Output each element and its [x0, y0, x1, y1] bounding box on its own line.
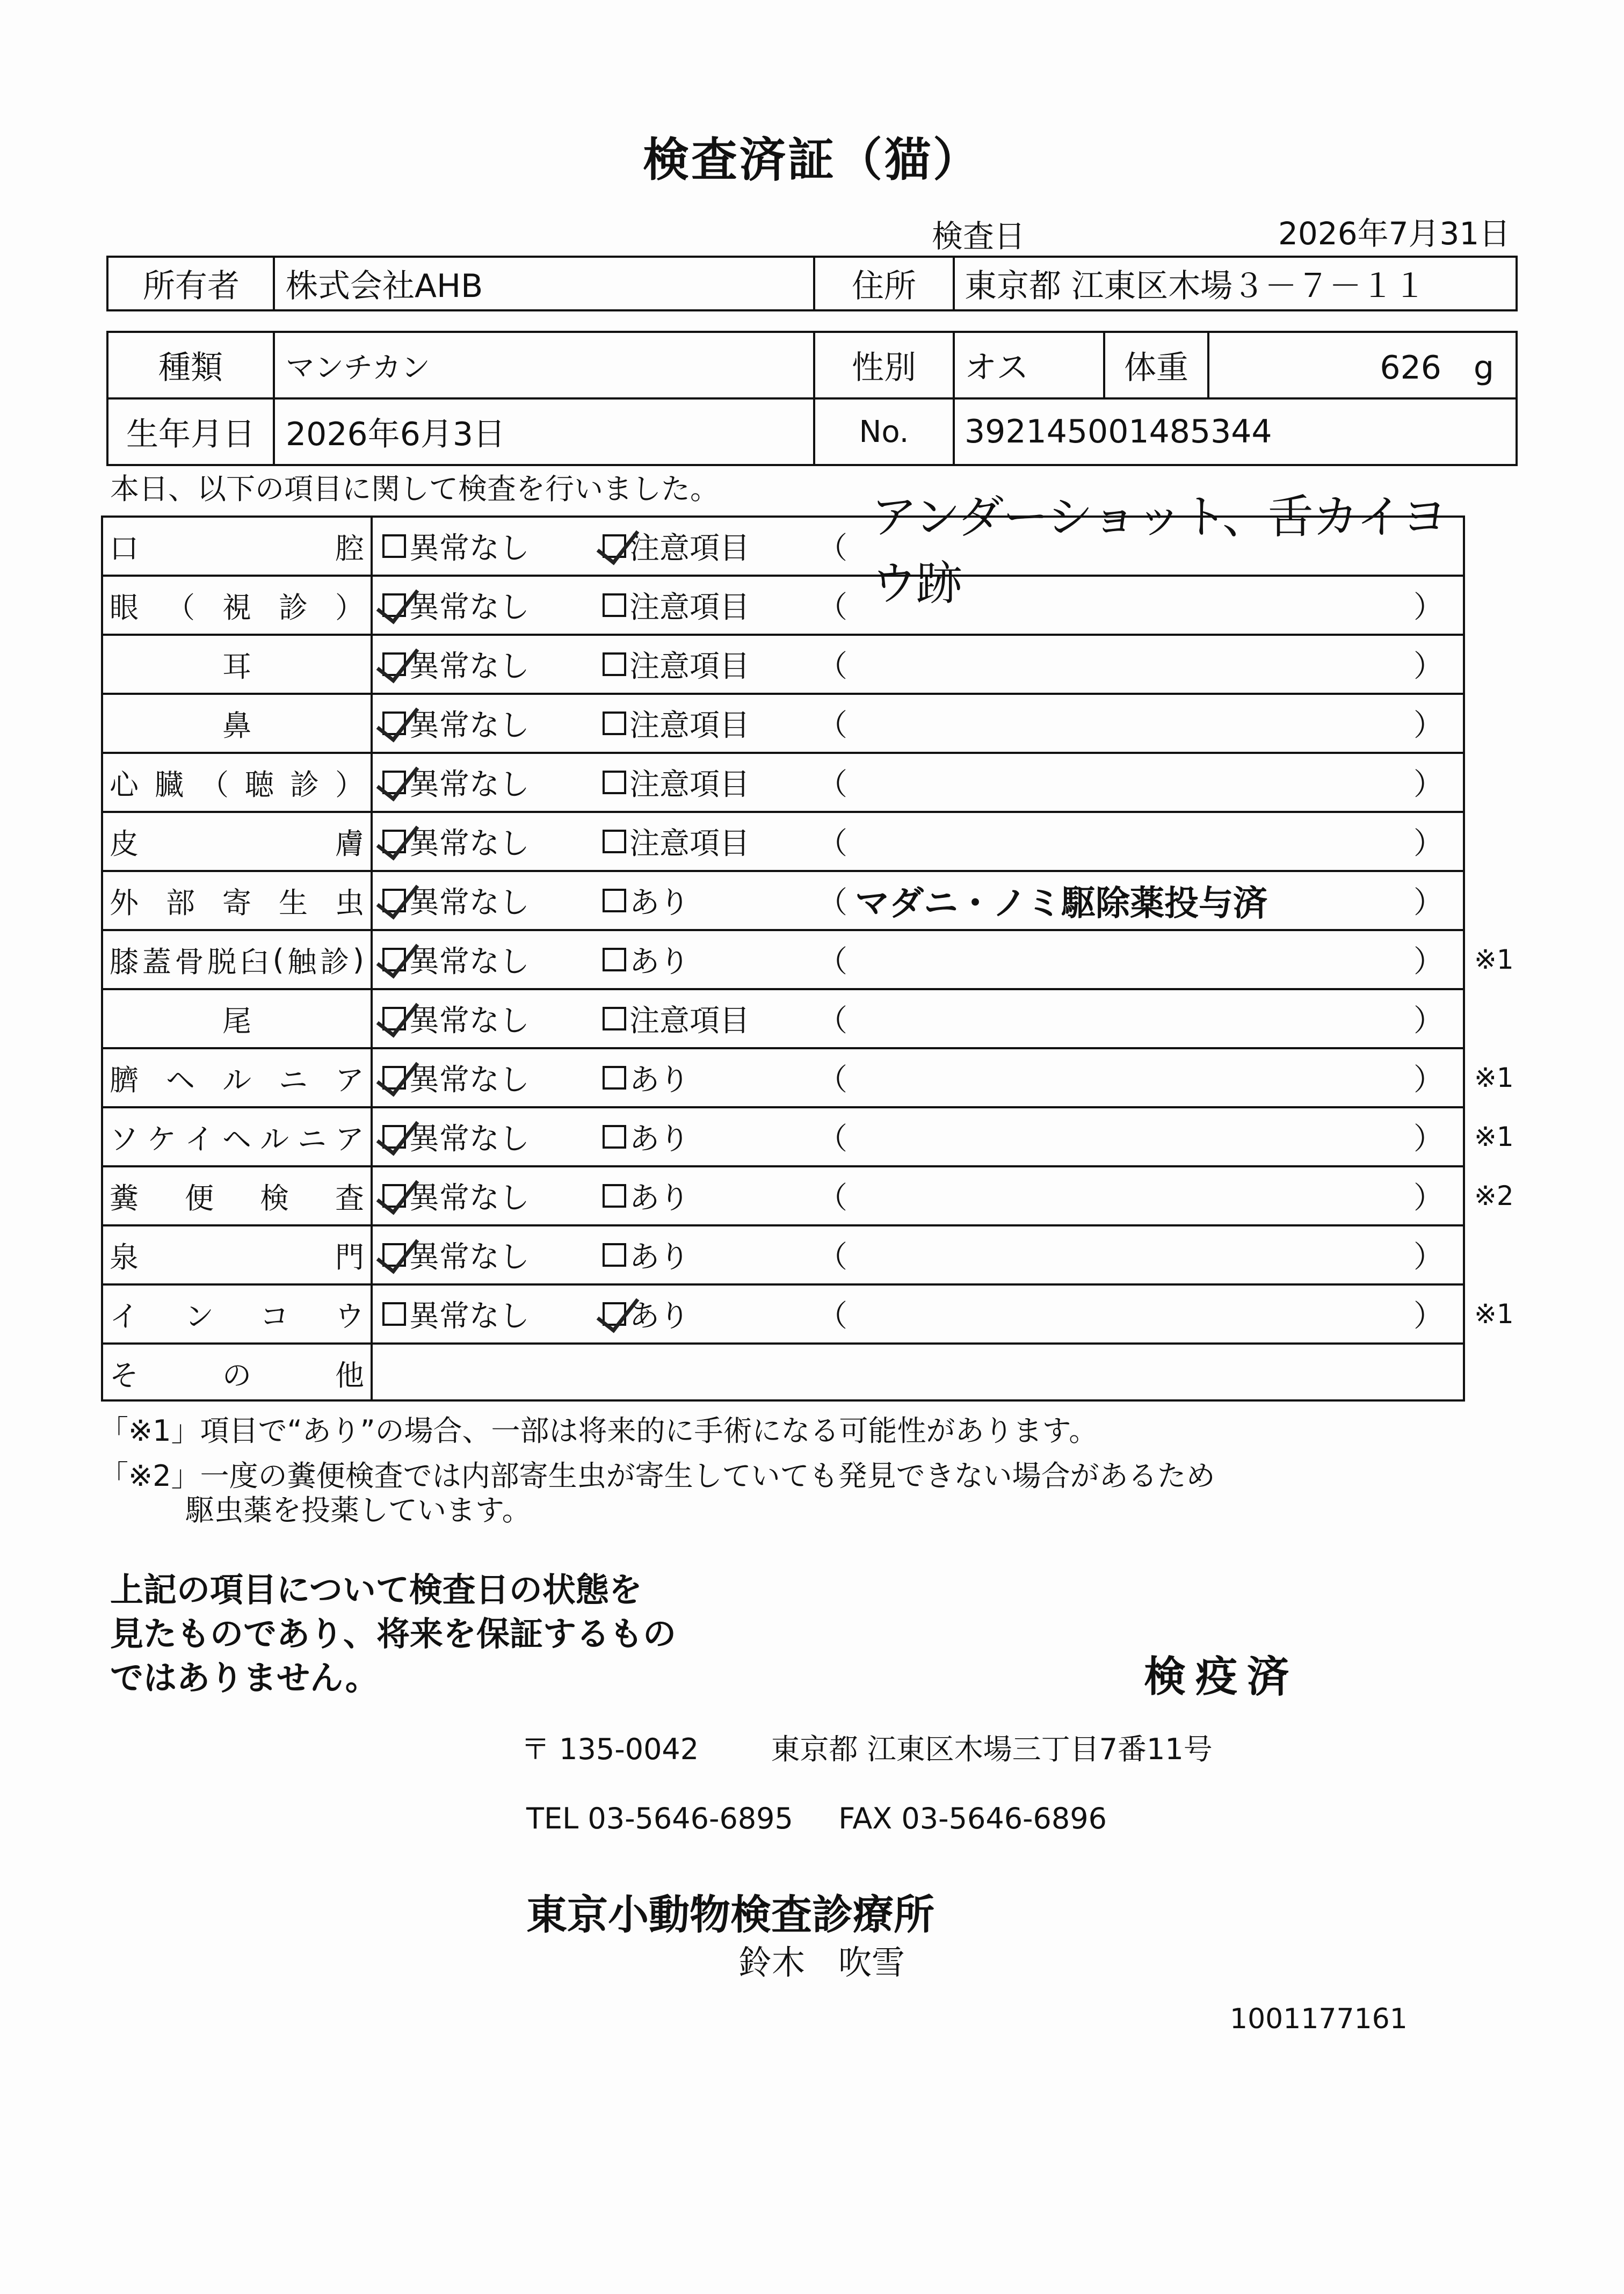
close-paren: ）	[1413, 649, 1444, 684]
remark-mark: ※1	[1474, 1121, 1514, 1152]
row-label-char: (	[272, 942, 284, 977]
row-label-char: 部	[166, 885, 195, 920]
option-label: 異常なし	[409, 1299, 530, 1334]
open-paren: （	[817, 1181, 847, 1216]
option-normal[interactable]	[382, 1049, 530, 1106]
option-normal[interactable]	[382, 518, 530, 575]
row-label-char: 触	[287, 945, 317, 979]
option-attention[interactable]	[603, 872, 690, 929]
option-label: 異常なし	[409, 826, 530, 861]
row-label-char: ア	[335, 1122, 364, 1156]
close-paren: ）	[1413, 1122, 1444, 1157]
open-paren: （	[817, 531, 847, 566]
table-row	[103, 990, 1463, 1049]
intro-text: 本日、以下の項目に関して検査を行いました。	[110, 472, 719, 506]
row-label-char: 眼	[110, 590, 139, 625]
checkbox-checked-icon[interactable]	[382, 1125, 406, 1149]
row-label-char: 外	[110, 885, 139, 920]
footnote-2-line1: 「※2」一度の糞便検査では内部寄生虫が寄生していても発見できない場合があるため	[99, 1459, 1215, 1493]
row-label-char: 門	[335, 1240, 364, 1274]
option-normal[interactable]	[382, 1226, 530, 1283]
row-label-char: ン	[185, 1299, 214, 1333]
row-label-char: 臍	[110, 1063, 139, 1097]
row-label	[103, 518, 373, 575]
option-attention[interactable]	[603, 518, 750, 575]
owner-label: 所有者	[143, 267, 240, 305]
option-label: あり	[629, 1181, 690, 1216]
option-label: あり	[629, 1299, 690, 1334]
row-label-char: 他	[335, 1358, 364, 1392]
row-label-char: ル	[222, 1063, 251, 1097]
row-label	[103, 1226, 373, 1283]
row-label	[103, 1286, 373, 1342]
remark-mark: ※1	[1474, 1062, 1514, 1093]
checkbox-empty-icon[interactable]	[603, 1125, 626, 1149]
row-label-char: 検	[260, 1181, 289, 1215]
checkbox-checked-icon[interactable]	[603, 1302, 626, 1326]
address-label: 住所	[852, 267, 916, 305]
row-label-char: 生	[279, 885, 308, 920]
birth-label: 生年月日	[126, 416, 255, 453]
open-paren: （	[817, 1299, 847, 1334]
close-paren: ）	[1413, 1181, 1444, 1216]
option-normal[interactable]	[382, 813, 530, 870]
clinic-street: 東京都 江東区木場三丁目7番11号	[771, 1732, 1213, 1766]
weight-label: 体重	[1124, 349, 1188, 387]
checkbox-empty-icon[interactable]	[603, 1243, 626, 1267]
row-label-char: 聴	[245, 767, 274, 802]
table-row	[103, 695, 1463, 754]
row-label-char: 蓋	[142, 945, 171, 979]
option-attention[interactable]	[603, 1226, 690, 1283]
row-label-char: 脱	[207, 945, 237, 979]
checkbox-empty-icon[interactable]	[603, 1184, 626, 1208]
option-normal[interactable]	[382, 577, 530, 634]
row-label	[103, 1108, 373, 1165]
pet-box	[106, 331, 1518, 466]
option-normal[interactable]	[382, 1286, 530, 1342]
option-attention[interactable]	[603, 813, 750, 870]
open-paren: （	[817, 1122, 847, 1157]
row-label-char: ）	[335, 590, 364, 625]
option-label: 異常なし	[409, 1122, 530, 1157]
option-label: あり	[629, 945, 690, 979]
option-label: 異常なし	[409, 1063, 530, 1098]
row-label-char: （	[200, 767, 229, 802]
row-label-char: イ	[185, 1122, 214, 1156]
option-attention[interactable]	[603, 990, 750, 1047]
close-paren: ）	[1413, 1299, 1444, 1334]
row-label-char: ケ	[147, 1122, 176, 1156]
option-attention[interactable]	[603, 577, 750, 634]
option-label: 注意項目	[629, 590, 750, 625]
row-label-char: 寄	[222, 885, 251, 920]
row-label-char: ソ	[110, 1122, 139, 1156]
no-value: 392145001485344	[965, 413, 1272, 451]
row-label-char: コ	[260, 1299, 289, 1333]
row-label-char: 骨	[175, 945, 204, 979]
close-paren: ）	[1413, 945, 1444, 979]
option-label: 注意項目	[629, 649, 750, 684]
table-row	[103, 754, 1463, 813]
checkbox-checked-icon[interactable]	[382, 593, 406, 617]
disclaimer-line1: 上記の項目について検査日の状態を	[110, 1570, 642, 1609]
row-label	[103, 1167, 373, 1224]
option-normal[interactable]	[382, 1167, 530, 1224]
remark-text: アンダーショット、舌カイヨウ跡	[871, 490, 1447, 611]
row-label-char: 診	[320, 945, 350, 979]
option-label: あり	[629, 1240, 690, 1275]
table-row	[103, 490, 1463, 611]
exam-date: 2026年7月31日	[1278, 215, 1511, 252]
address-value: 東京都 江東区木場３－７－１１	[965, 267, 1426, 305]
weight-value: 626 g	[1380, 349, 1494, 387]
option-normal[interactable]	[382, 695, 530, 752]
document-title: 検査済証（猫）	[643, 133, 981, 187]
row-label	[103, 1049, 373, 1106]
table-row	[103, 872, 1463, 931]
row-label-text: 鼻	[222, 708, 251, 743]
row-label-char: 膚	[335, 826, 364, 861]
row-label-char: 腔	[335, 531, 364, 565]
clinic-name: 東京小動物検査診療所	[526, 1891, 934, 1939]
table-row	[103, 813, 1463, 872]
option-normal[interactable]	[382, 931, 530, 988]
row-label-char: 臼	[240, 945, 269, 979]
close-paren: ）	[1413, 885, 1444, 920]
row-label-text: 耳	[222, 649, 251, 684]
row-label	[103, 695, 373, 752]
option-attention[interactable]	[603, 636, 750, 693]
breed-value: マンチカン	[286, 350, 430, 384]
option-label: 注意項目	[629, 767, 750, 802]
open-paren: （	[817, 708, 847, 743]
row-label-char: 口	[110, 531, 139, 565]
table-row	[103, 636, 1463, 695]
row-label-char: 視	[222, 590, 251, 625]
checkbox-empty-icon[interactable]	[382, 534, 406, 558]
clinic-contact	[526, 1802, 1107, 1835]
disclaimer	[110, 1568, 676, 1700]
row-label-char: 臓	[155, 767, 184, 802]
row-label-char: 皮	[110, 826, 139, 861]
checkbox-empty-icon[interactable]	[603, 1007, 626, 1030]
option-label: 異常なし	[409, 649, 530, 684]
row-label-char: 心	[110, 767, 139, 802]
row-label-char: 診	[279, 590, 308, 625]
row-label-char: の	[222, 1358, 251, 1392]
option-normal[interactable]	[382, 754, 530, 811]
option-attention[interactable]	[603, 754, 750, 811]
open-paren: （	[817, 1004, 847, 1039]
option-normal[interactable]	[382, 636, 530, 693]
clinic-postal: 〒 135-0042	[521, 1732, 699, 1766]
option-attention[interactable]	[603, 1286, 690, 1342]
row-label-char: ル	[260, 1122, 289, 1156]
row-label-char: 査	[335, 1181, 364, 1215]
option-label: 異常なし	[409, 708, 530, 743]
owner-box	[106, 256, 1518, 311]
row-label-char: ア	[335, 1063, 364, 1097]
close-paren: ）	[1413, 708, 1444, 743]
row-label-char: ヘ	[166, 1063, 195, 1097]
row-label-char: 糞	[110, 1181, 139, 1215]
option-label: 注意項目	[629, 708, 750, 743]
option-label: 異常なし	[409, 531, 530, 566]
checkbox-empty-icon[interactable]	[603, 593, 626, 617]
checkbox-empty-icon[interactable]	[603, 1066, 626, 1090]
sex-value: オス	[965, 349, 1029, 387]
checkbox-empty-icon[interactable]	[603, 830, 626, 853]
checkbox-empty-icon[interactable]	[603, 889, 626, 912]
disclaimer-line3: ではありません。	[110, 1658, 379, 1697]
table-row	[103, 1167, 1463, 1226]
checkbox-checked-icon[interactable]	[382, 712, 406, 735]
close-paren: ）	[1413, 1240, 1444, 1275]
table-row	[103, 931, 1463, 990]
option-label: 注意項目	[629, 1004, 750, 1039]
option-label: あり	[629, 1063, 690, 1098]
option-label: 異常なし	[409, 1181, 530, 1216]
option-normal[interactable]	[382, 872, 530, 929]
checkbox-empty-icon[interactable]	[603, 712, 626, 735]
option-label: 異常なし	[409, 590, 530, 625]
table-row	[103, 1049, 1463, 1108]
checkbox-checked-icon[interactable]	[382, 1007, 406, 1030]
option-label: 注意項目	[629, 531, 750, 566]
option-label: 異常なし	[409, 945, 530, 979]
checkbox-checked-icon[interactable]	[382, 771, 406, 794]
row-label-char: ）	[335, 767, 364, 802]
checkbox-checked-icon[interactable]	[382, 652, 406, 676]
remark-mark: ※1	[1474, 944, 1514, 975]
checkbox-checked-icon[interactable]	[603, 534, 626, 558]
open-paren: （	[817, 1063, 847, 1098]
row-label-char: ヘ	[222, 1122, 251, 1156]
option-attention[interactable]	[603, 1049, 690, 1106]
veterinarian-name: 鈴木 吹雪	[738, 1943, 905, 1982]
option-attention[interactable]	[603, 1167, 690, 1224]
no-label: No.	[859, 414, 909, 449]
clinic-tel: TEL 03-5646-6895	[526, 1802, 793, 1835]
row-label	[103, 872, 373, 929]
exam-date-label: 検査日	[932, 218, 1026, 255]
owner-value: 株式会社AHB	[286, 267, 483, 305]
option-label: 異常なし	[409, 767, 530, 802]
checkbox-empty-icon[interactable]	[382, 1302, 406, 1326]
remark-mark: ※1	[1474, 1298, 1514, 1330]
clinic-address	[521, 1726, 1213, 1768]
row-label-char: 診	[290, 767, 319, 802]
disclaimer-line2: 見たものであり、将来を保証するもの	[110, 1614, 677, 1653]
inspection-table	[101, 490, 1465, 1402]
row-label-char: ニ	[298, 1122, 327, 1156]
row-label	[103, 990, 373, 1047]
option-label: 異常なし	[409, 1004, 530, 1039]
row-label	[103, 813, 373, 870]
checkbox-empty-icon[interactable]	[603, 771, 626, 794]
clinic-fax: FAX 03-5646-6896	[838, 1802, 1107, 1835]
option-label: 異常なし	[409, 1240, 530, 1275]
checkbox-checked-icon[interactable]	[382, 830, 406, 853]
checkbox-checked-icon[interactable]	[382, 1066, 406, 1090]
close-paren: ）	[1413, 1004, 1444, 1039]
remark-mark: ※2	[1474, 1180, 1514, 1211]
table-row	[103, 577, 1463, 636]
footnote-2-line2: 駆虫薬を投薬しています。	[185, 1493, 531, 1527]
row-label-char: ウ	[335, 1299, 364, 1333]
row-label	[103, 1345, 373, 1402]
sex-label: 性別	[852, 349, 916, 387]
option-normal[interactable]	[382, 1108, 530, 1165]
option-attention[interactable]	[603, 931, 690, 988]
option-attention[interactable]	[603, 1108, 690, 1165]
close-paren: ）	[1413, 767, 1444, 802]
row-label-char: )	[352, 942, 364, 977]
table-row	[103, 1108, 1463, 1167]
open-paren: （	[817, 1240, 847, 1275]
checkbox-checked-icon[interactable]	[382, 1243, 406, 1267]
quarantine-stamp-text: 検疫済	[1144, 1653, 1299, 1701]
open-paren: （	[817, 649, 847, 684]
checkbox-checked-icon[interactable]	[382, 948, 406, 971]
row-label-char: そ	[110, 1358, 139, 1392]
checkbox-checked-icon[interactable]	[382, 1184, 406, 1208]
option-label: あり	[629, 885, 690, 920]
option-normal[interactable]	[382, 990, 530, 1047]
checkbox-checked-icon[interactable]	[382, 889, 406, 912]
row-label-char: 膝	[110, 945, 139, 979]
row-label-char: イ	[110, 1299, 139, 1333]
birth-value: 2026年6月3日	[286, 416, 506, 453]
footnote-1: 「※1」項目で“あり”の場合、一部は将来的に手術になる可能性があります。	[99, 1414, 1098, 1448]
row-label	[103, 636, 373, 693]
row-label-char: ニ	[279, 1063, 308, 1097]
close-paren: ）	[1413, 590, 1444, 625]
table-row	[103, 1226, 1463, 1286]
open-paren: （	[817, 826, 847, 861]
checkbox-empty-icon[interactable]	[603, 948, 626, 971]
row-label	[103, 931, 373, 988]
option-label: あり	[629, 1122, 690, 1157]
remark-text: マダニ・ノミ駆除薬投与済	[855, 884, 1267, 924]
row-label-char: （	[166, 590, 195, 625]
row-label-char: 便	[185, 1181, 214, 1215]
checkbox-empty-icon[interactable]	[603, 652, 626, 676]
row-label	[103, 754, 373, 811]
option-label: 異常なし	[409, 885, 530, 920]
table-row	[103, 1286, 1463, 1345]
close-paren: ）	[1413, 1063, 1444, 1098]
row-label-char: 泉	[110, 1240, 139, 1274]
table-row-other	[103, 1345, 1463, 1404]
open-paren: （	[817, 590, 847, 625]
option-attention[interactable]	[603, 695, 750, 752]
open-paren: （	[817, 767, 847, 802]
row-label	[103, 577, 373, 634]
breed-label: 種類	[158, 349, 223, 387]
open-paren: （	[817, 885, 847, 920]
option-label: 注意項目	[629, 826, 750, 861]
close-paren: ）	[1413, 826, 1444, 861]
open-paren: （	[817, 945, 847, 979]
serial-number: 1001177161	[1230, 2003, 1408, 2035]
row-label-text: 尾	[222, 1004, 251, 1038]
row-label-char: 虫	[335, 885, 364, 920]
